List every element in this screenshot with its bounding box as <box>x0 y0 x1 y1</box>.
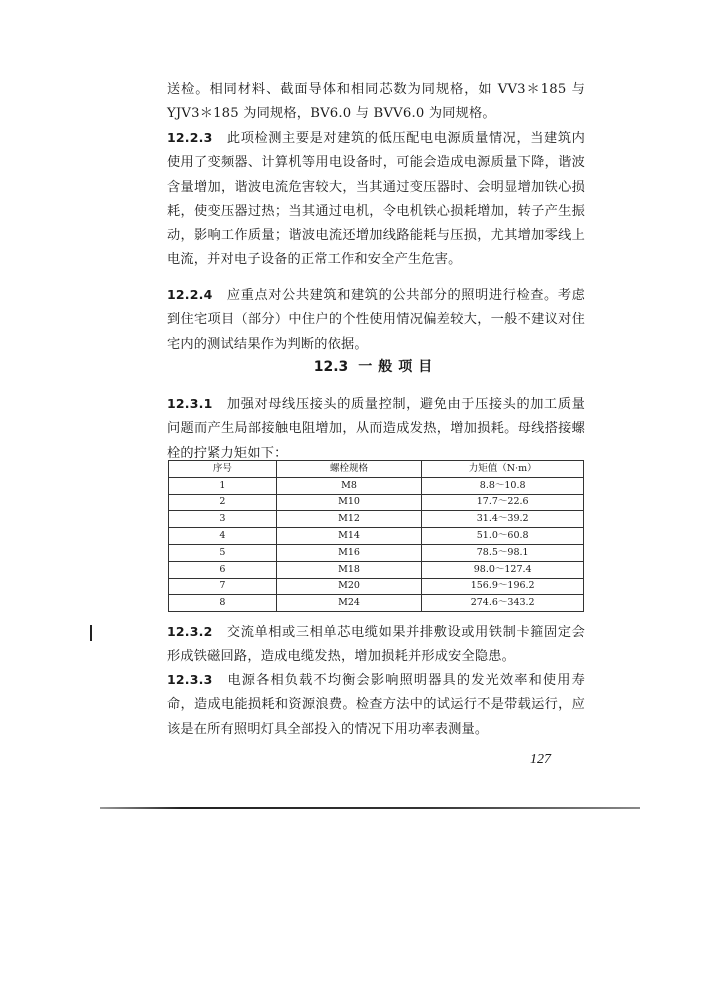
paragraph-text: 送检。相同材料、截面导体和相同芯数为同规格，如 VV3＊185 与 YJV3＊185 为同规格，BV6.0 与 BVV6.0 为同规格。 <box>167 82 585 122</box>
table-row <box>169 477 584 494</box>
table-cell: M20 <box>276 578 422 595</box>
table-row <box>169 561 584 578</box>
paragraph-text: 交流单相或三相单芯电缆如果并排敷设或用铁制卡箍固定会形成铁磁回路，造成电缆发热，增加损耗并形成安全隐患。 <box>167 625 585 665</box>
table-row <box>169 544 584 561</box>
section-heading <box>167 356 585 376</box>
table-cell: 98.0～127.4 <box>422 561 584 578</box>
table-cell: 78.5～98.1 <box>422 544 584 561</box>
paragraph-intro <box>167 78 585 127</box>
header-cell-index: 序号 <box>169 461 277 478</box>
table-cell: 3 <box>169 511 277 528</box>
table-cell: M16 <box>276 544 422 561</box>
table-cell: M18 <box>276 561 422 578</box>
table-cell: M10 <box>276 494 422 511</box>
table-cell: 5 <box>169 544 277 561</box>
paragraph-12-3-2 <box>167 620 585 670</box>
page-bottom-rule <box>100 807 640 809</box>
clause-number: 12.3.2 <box>167 624 213 639</box>
paragraph-text: 此项检测主要是对建筑的低压配电电源质量情况，当建筑内使用了变频器、计算机等用电设备时，可能会造成电源质量下降，谐波含量增加，谐波电流危害较大，当其通过变压器时、会明显增加铁心损耗，使变压器过热；当其通过电机，令电机铁心损耗增加，转子产生振动，影响工作质量；谐波电流还增加线路能耗与压损，尤其增加零线上电流，并对电子设备的正常工作和安全产生危害。 <box>167 131 585 268</box>
table-cell: M14 <box>276 528 422 545</box>
paragraph-text: 加强对母线压接头的质量控制，避免由于压接头的加工质量问题而产生局部接触电阻增加，从而造成发热，增加损耗。母线搭接螺栓的拧紧力矩如下： <box>167 397 585 461</box>
header-cell-torque: 力矩值（N·m） <box>422 461 584 478</box>
table-cell: 156.9～196.2 <box>422 578 584 595</box>
table-row <box>169 528 584 545</box>
table-cell: 4 <box>169 528 277 545</box>
table-row <box>169 595 584 612</box>
table-row <box>169 511 584 528</box>
section-title: 一般项目 <box>358 359 439 375</box>
table-header-row <box>169 461 584 478</box>
paragraph-text: 电源各相负载不均衡会影响照明器具的发光效率和使用寿命，造成电能损耗和资源浪费。检查方法中的试运行不是带载运行，应该是在所有照明灯具全部投入的情况下用功率表测量。 <box>167 673 585 737</box>
revision-bar <box>90 625 92 641</box>
table-cell: 8.8～10.8 <box>422 477 584 494</box>
clause-number: 12.2.3 <box>167 130 213 145</box>
table-row <box>169 578 584 595</box>
clause-number: 12.3.3 <box>167 672 213 687</box>
header-cell-bolt-spec: 螺栓规格 <box>276 461 422 478</box>
table-cell: 17.7～22.6 <box>422 494 584 511</box>
bolt-torque-table <box>168 460 584 612</box>
clause-number: 12.3.1 <box>167 396 213 411</box>
paragraph-12-3-1 <box>167 392 585 466</box>
table-cell: 6 <box>169 561 277 578</box>
paragraph-text: 应重点对公共建筑和建筑的公共部分的照明进行检查。考虑到住宅项目（部分）中住户的个性使用情况偏差较大，一般不建议对住宅内的测试结果作为判断的依据。 <box>167 288 585 352</box>
table-cell: M8 <box>276 477 422 494</box>
section-number: 12.3 <box>313 359 349 375</box>
table-cell: 7 <box>169 578 277 595</box>
table-cell: 51.0～60.8 <box>422 528 584 545</box>
table-cell: 1 <box>169 477 277 494</box>
paragraph-12-2-3 <box>167 126 585 273</box>
paragraph-12-3-3 <box>167 668 585 742</box>
table-cell: M12 <box>276 511 422 528</box>
table-cell: 274.6～343.2 <box>422 595 584 612</box>
table-cell: 2 <box>169 494 277 511</box>
table-cell: M24 <box>276 595 422 612</box>
table-row <box>169 494 584 511</box>
paragraph-12-2-4 <box>167 283 585 357</box>
table-cell: 8 <box>169 595 277 612</box>
clause-number: 12.2.4 <box>167 287 213 302</box>
table-cell: 31.4～39.2 <box>422 511 584 528</box>
page-number: 127 <box>530 752 551 767</box>
